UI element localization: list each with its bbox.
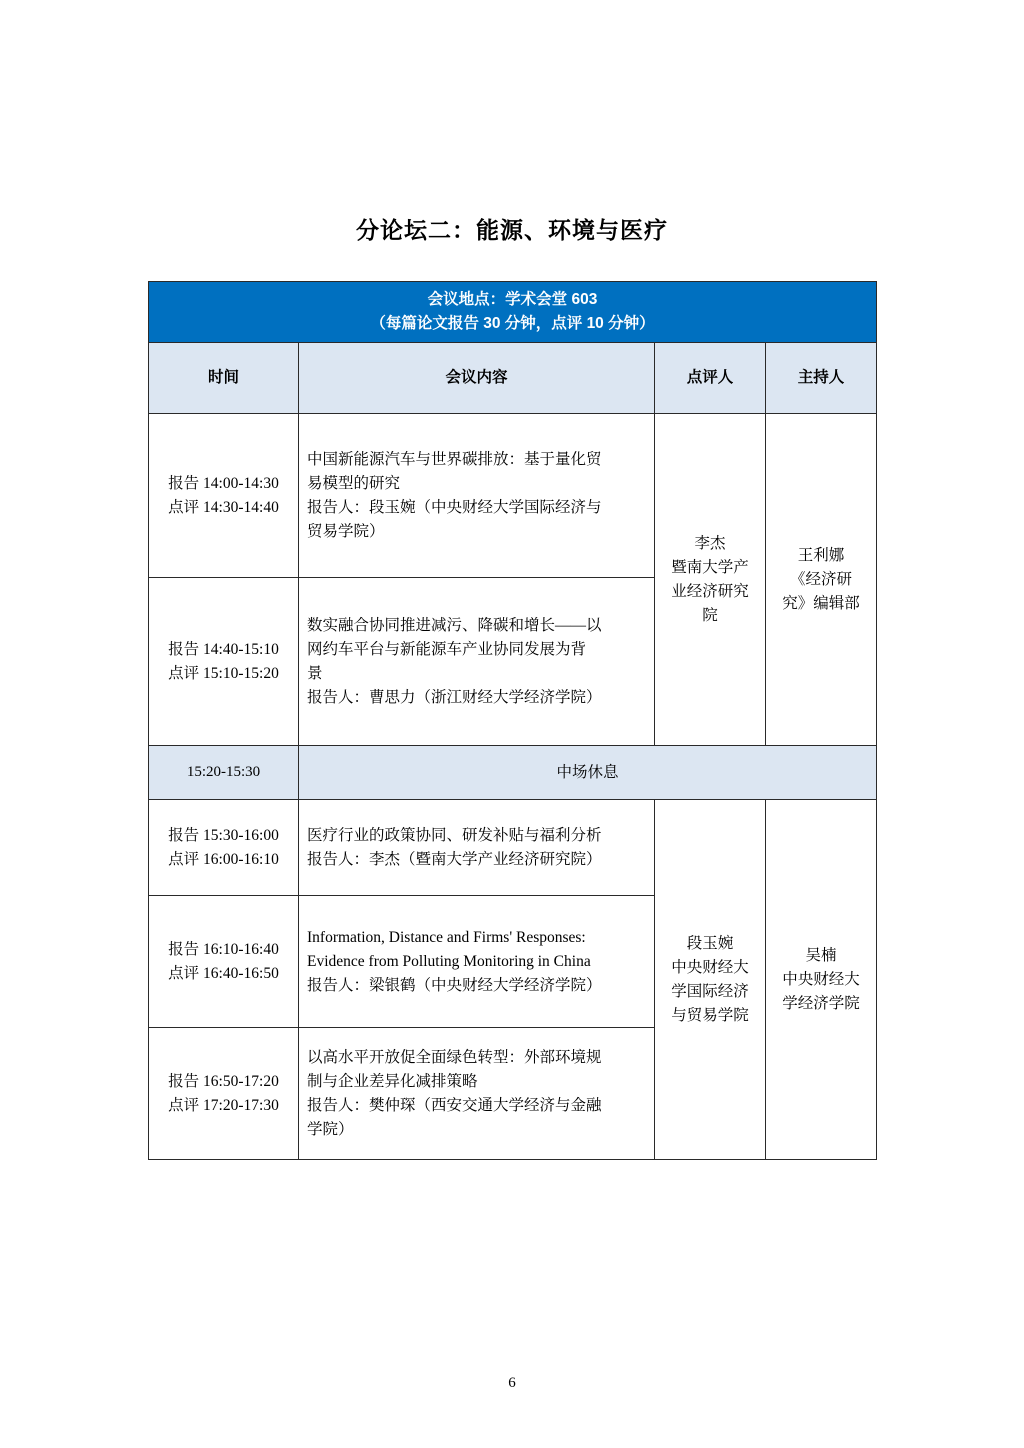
column-header-discussant: 点评人 (655, 343, 766, 414)
content-line: 易模型的研究 (307, 474, 401, 492)
content-line: 制与企业差异化减排策略 (307, 1072, 478, 1090)
session-time-cell (149, 578, 299, 746)
break-row (149, 746, 877, 800)
discussant-cell (655, 414, 766, 746)
session-time-cell (149, 1028, 299, 1160)
discussant-cell (655, 800, 766, 1160)
host-name: 吴楠 (805, 946, 837, 964)
content-line: 数实融合协同推进减污、降碳和增长——以 (307, 616, 602, 634)
content-line: 报告人：梁银鹤（中央财经大学经济学院） (307, 976, 602, 994)
break-label: 中场休息 (299, 746, 877, 800)
break-time: 15:20-15:30 (149, 746, 299, 800)
discussant-affiliation-line: 业经济研究 (671, 582, 749, 600)
content-line: 报告人：樊仲琛（西安交通大学经济与金融 (307, 1096, 602, 1114)
report-time: 报告 16:10-16:40 (168, 940, 279, 958)
page-title: 分论坛二：能源、环境与医疗 (356, 217, 668, 243)
discussant-name: 段玉婉 (686, 934, 734, 952)
table-row (149, 800, 877, 896)
host-cell (766, 800, 877, 1160)
content-line: Evidence from Polluting Monitoring in China (307, 952, 591, 970)
page-number: 6 (508, 1375, 516, 1391)
discussant-affiliation-line: 与贸易学院 (671, 1006, 749, 1024)
comment-time: 点评 15:10-15:20 (168, 664, 279, 682)
session-time-cell (149, 800, 299, 896)
content-line: 中国新能源汽车与世界碳排放：基于量化贸 (307, 450, 602, 468)
content-line: Information, Distance and Firms' Responses: (307, 928, 586, 946)
content-line: 报告人：曹思力（浙江财经大学经济学院） (307, 688, 602, 706)
comment-time: 点评 14:30-14:40 (168, 498, 279, 516)
column-header-time: 时间 (149, 343, 299, 414)
session-content-cell (299, 578, 655, 746)
table-banner-cell (149, 282, 877, 343)
content-line: 贸易学院） (307, 522, 385, 540)
content-line: 报告人：段玉婉（中央财经大学国际经济与 (307, 498, 602, 516)
comment-time: 点评 16:40-16:50 (168, 964, 279, 982)
table-header-row (149, 343, 877, 414)
content-line: 学院） (307, 1120, 354, 1138)
host-affiliation-line: 《经济研 (790, 570, 853, 588)
table-banner-row (149, 282, 877, 343)
content-line: 景 (307, 664, 323, 682)
host-affiliation-line: 学经济学院 (782, 994, 860, 1012)
table-row (149, 414, 877, 578)
discussant-name: 李杰 (694, 534, 726, 552)
session-content-cell (299, 1028, 655, 1160)
agenda-table-wrapper (148, 281, 876, 1160)
content-line: 以高水平开放促全面绿色转型：外部环境规 (307, 1048, 602, 1066)
host-affiliation-line: 中央财经大 (782, 970, 860, 988)
comment-time: 点评 16:00-16:10 (168, 850, 279, 868)
comment-time: 点评 17:20-17:30 (168, 1096, 279, 1114)
host-cell (766, 414, 877, 746)
report-time: 报告 16:50-17:20 (168, 1072, 279, 1090)
column-header-content: 会议内容 (299, 343, 655, 414)
discussant-affiliation-line: 学国际经济 (671, 982, 749, 1000)
content-line: 报告人：李杰（暨南大学产业经济研究院） (307, 850, 602, 868)
content-line: 网约车平台与新能源车产业协同发展为背 (307, 640, 587, 658)
host-name: 王利娜 (797, 546, 845, 564)
discussant-affiliation-line: 中央财经大 (671, 958, 749, 976)
report-time: 报告 14:00-14:30 (168, 474, 279, 492)
agenda-table (148, 281, 877, 1160)
content-line: 医疗行业的政策协同、研发补贴与福利分析 (307, 826, 602, 844)
session-content-cell (299, 800, 655, 896)
discussant-affiliation-line: 暨南大学产 (671, 558, 749, 576)
column-header-host: 主持人 (766, 343, 877, 414)
banner-line-1: 会议地点：学术会堂 603 (427, 291, 598, 308)
report-time: 报告 14:40-15:10 (168, 640, 279, 658)
session-time-cell (149, 896, 299, 1028)
report-time: 报告 15:30-16:00 (168, 826, 279, 844)
session-content-cell (299, 896, 655, 1028)
discussant-affiliation-line: 院 (702, 606, 718, 624)
host-affiliation-line: 究》编辑部 (782, 594, 860, 612)
session-content-cell (299, 414, 655, 578)
banner-line-2: （每篇论文报告 30 分钟，点评 10 分钟） (370, 315, 655, 333)
session-time-cell (149, 414, 299, 578)
